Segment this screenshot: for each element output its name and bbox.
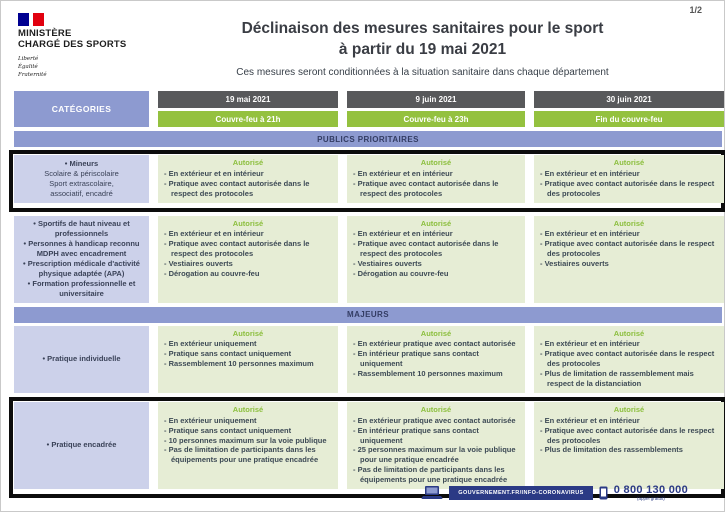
laptop-icon	[421, 485, 443, 500]
status-badge: Autorisé	[232, 404, 264, 414]
category-cell-sportifs: • Sportifs de haut niveau et professionnels • Personnes à handicap reconnu MDPH avec encadrement • Prescription médicale d'activité physique adaptée (APA) • Formation professionnelle et universitaire	[14, 216, 149, 303]
table-row-sportifs	[14, 216, 722, 303]
motto-egalite: Égalité	[18, 64, 38, 71]
measure-cell: Autorisé - En extérieur pratique avec contact autorisée - En intérieur pratique sans contact uniquement - 25 personnes maximum sur la voie publique pour une pratique encadrée - Pas de limitation de participants dans les équipements pour une pratique encadrée	[347, 402, 525, 489]
status-badge: Autorisé	[613, 218, 645, 228]
category-cell-mineurs: • Mineurs Scolaire & périscolaire Sport extrascolaire, associatif, encadré	[14, 155, 149, 203]
category-cell-pratique-individuelle: • Pratique individuelle	[14, 326, 149, 393]
motto-fraternite: Fraternité	[18, 72, 47, 79]
ministry-line1: MINISTÈRE	[18, 28, 72, 39]
phone-number: 0 800 130 000	[613, 483, 688, 496]
status-badge: Autorisé	[420, 218, 452, 228]
title-block	[151, 19, 694, 78]
footer	[421, 485, 688, 502]
page-header	[1, 1, 724, 91]
measure-cell: Autorisé - En extérieur et en intérieur - Pratique avec contact autorisée dans le respect des protocoles - Vestiaires ouverts - Dérogation au couvre-feu	[347, 216, 525, 303]
government-website-badge: GOUVERNEMENT.FR/INFO-CORONAVIRUS	[449, 486, 592, 500]
measure-cell: Autorisé - En extérieur pratique avec contact autorisée - En intérieur pratique sans contact uniquement - Rassemblement 10 personnes maximum	[347, 326, 525, 393]
column-date-9juin: 9 juin 2021	[347, 91, 525, 108]
status-badge: Autorisé	[232, 328, 264, 338]
measure-cell: Autorisé - En extérieur et en intérieur - Pratique avec contact autorisée dans le respect des protocoles - Plus de limitation des rassemblements	[534, 402, 724, 489]
measure-cell: Autorisé - En extérieur uniquement - Pratique sans contact uniquement - Rassemblement 10 personnes maximum	[158, 326, 338, 393]
status-badge: Autorisé	[613, 328, 645, 338]
status-badge: Autorisé	[420, 328, 452, 338]
table-row-pratique-encadree	[14, 402, 720, 489]
ministry-logo	[18, 13, 126, 80]
phone-block	[614, 485, 688, 502]
status-badge: Autorisé	[232, 218, 264, 228]
page-number: 1/2	[689, 5, 702, 15]
curfew-end-cell: Fin du couvre-feu	[534, 111, 724, 127]
republic-motto	[18, 55, 126, 80]
measure-cell: Autorisé - En extérieur uniquement - Pratique sans contact uniquement - 10 personnes maximum sur la voie publique - Pas de limitation de participants dans les équipements pour une pratique encadrée	[158, 402, 338, 489]
title-line1: Déclinaison des mesures sanitaires pour le sport	[241, 20, 604, 37]
table-header	[14, 91, 722, 127]
status-badge: Autorisé	[420, 404, 452, 414]
french-flag-icon	[18, 13, 44, 26]
ministry-name	[18, 29, 126, 51]
column-date-30juin: 30 juin 2021	[534, 91, 724, 108]
table-row-mineurs	[14, 155, 720, 203]
measure-cell: Autorisé - En extérieur et en intérieur - Pratique avec contact autorisée dans le respect des protocoles - Vestiaires ouverts	[534, 216, 724, 303]
highlight-box-pratique-encadree	[9, 397, 725, 498]
title-line2: à partir du 19 mai 2021	[338, 40, 507, 58]
status-badge: Autorisé	[613, 404, 645, 414]
curfew-23h-cell: Couvre-feu à 23h	[347, 111, 525, 127]
curfew-21h-cell: Couvre-feu à 21h	[158, 111, 338, 127]
section-band-publics-prioritaires: PUBLICS PRIORITAIRES	[14, 131, 722, 147]
ministry-line2: CHARGÉ DES SPORTS	[18, 38, 127, 50]
measure-cell: Autorisé - En extérieur et en intérieur - Pratique avec contact autorisée dans le respect des protocoles	[347, 155, 525, 203]
motto-liberte: Liberté	[18, 55, 39, 62]
phone-note: (appel gratuit)	[636, 495, 665, 501]
status-badge: Autorisé	[613, 158, 645, 167]
category-cell-pratique-encadree: • Pratique encadrée	[14, 402, 149, 489]
status-badge: Autorisé	[420, 158, 452, 167]
measure-cell: Autorisé - En extérieur et en intérieur - Pratique avec contact autorisée dans le respect des protocoles - Vestiaires ouverts - Dérogation au couvre-feu	[158, 216, 338, 303]
categories-header-cell: CATÉGORIES	[14, 91, 149, 127]
table-row-pratique-individuelle	[14, 326, 722, 393]
phone-icon	[599, 486, 608, 500]
section-band-majeurs: MAJEURS	[14, 307, 722, 323]
category-title: • Mineurs	[64, 158, 99, 168]
column-date-19mai: 19 mai 2021	[158, 91, 338, 108]
measures-table	[1, 91, 724, 498]
highlight-box-mineurs	[9, 150, 725, 212]
page-title	[151, 19, 694, 61]
measure-cell: Autorisé - En extérieur et en intérieur - Pratique avec contact autorisée dans le respect des protocoles	[158, 155, 338, 203]
page-subtitle: Ces mesures seront conditionnées à la situation sanitaire dans chaque département	[236, 66, 609, 78]
measure-cell: Autorisé - En extérieur et en intérieur - Pratique avec contact autorisée dans le respect des protocoles - Plus de limitation de rassemblement mais respect de la distanciation	[534, 326, 724, 393]
status-badge: Autorisé	[232, 158, 264, 167]
measure-cell: Autorisé - En extérieur et en intérieur - Pratique avec contact autorisée dans le respect des protocoles	[534, 155, 724, 203]
